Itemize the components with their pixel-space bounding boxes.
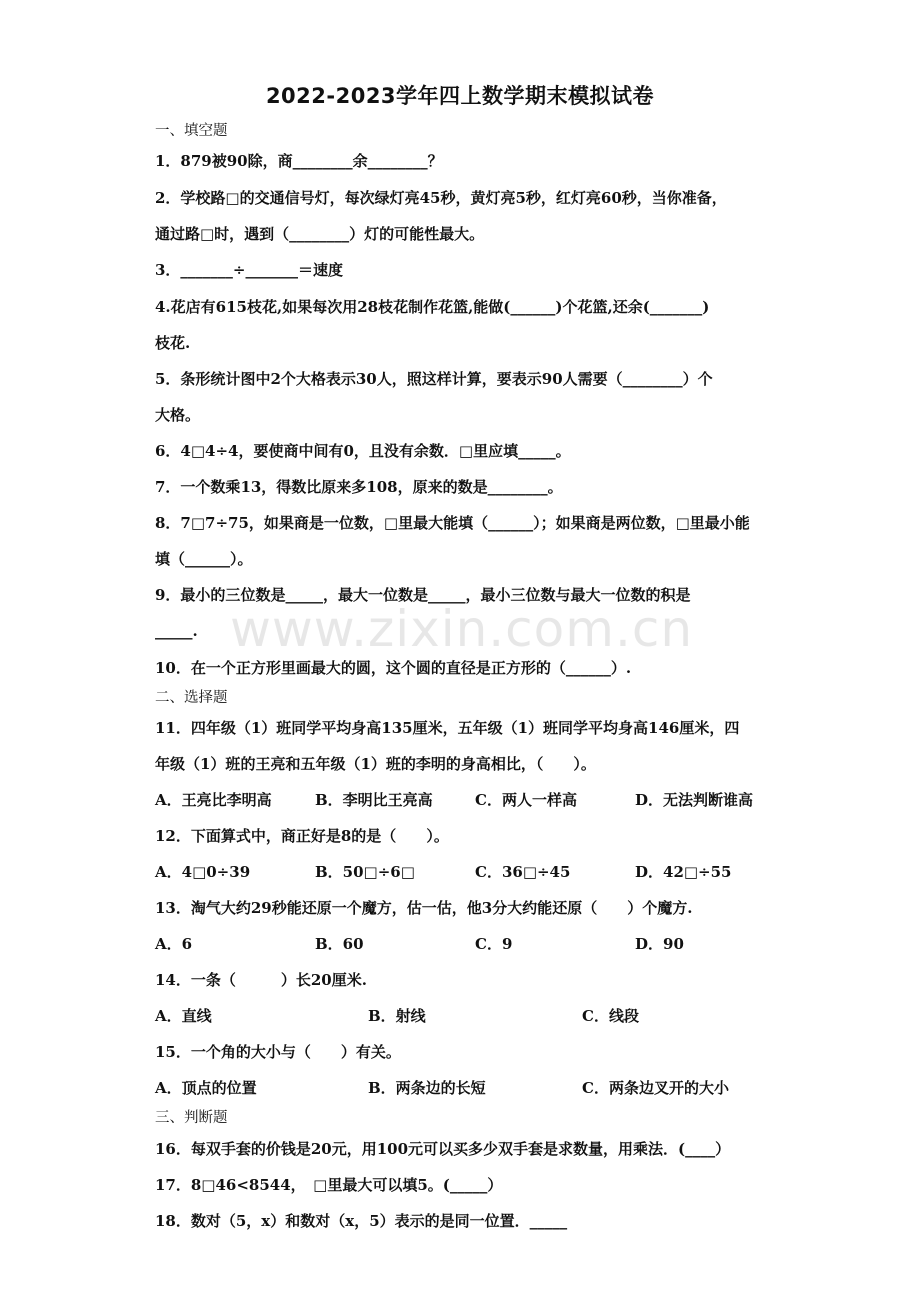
option-a: A．王亮比李明高 (155, 791, 272, 809)
option-c: C．两人一样高 (475, 791, 577, 809)
question-8-line-2: 填（______）。 (155, 550, 253, 568)
question-14: 14．一条（ ）长20厘米. (155, 971, 367, 989)
option-a: A．直线 (155, 1007, 212, 1025)
option-a: A．6 (155, 935, 193, 953)
question-11-line-1: 11．四年级（1）班同学平均身高135厘米，五年级（1）班同学平均身高146厘米，四 (155, 719, 740, 737)
option-c: C．两条边叉开的大小 (582, 1079, 729, 1097)
question-4-line-2: 枝花. (155, 334, 191, 352)
option-c: C．9 (475, 935, 513, 953)
question-11-line-2: 年级（1）班的王亮和五年级（1）班的李明的身高相比，（ ）。 (155, 755, 596, 773)
question-3: 3．_______÷_______＝速度 (155, 261, 344, 279)
question-18: 18．数对（5，x）和数对（x，5）表示的是同一位置．_____ (155, 1212, 568, 1230)
option-d: D．90 (635, 935, 684, 953)
question-12: 12．下面算式中，商正好是8的是（ ）。 (155, 827, 449, 845)
option-d: D．无法判断谁高 (635, 791, 754, 809)
question-8-line-1: 8．7□7÷75，如果商是一位数，□里最大能填（______）；如果商是两位数，□里最小能 (155, 514, 750, 532)
question-5-line-1: 5．条形统计图中2个大格表示30人，照这样计算，要表示90人需要（________）个 (155, 370, 713, 388)
option-c: C．线段 (582, 1007, 639, 1025)
question-6: 6．4□4÷4，要使商中间有0，且没有余数．□里应填_____。 (155, 442, 571, 460)
section-heading-choice: 二、选择题 (155, 690, 228, 706)
option-b: B．射线 (368, 1007, 426, 1025)
section-heading-fill: 一、填空题 (155, 123, 228, 139)
section-heading-judge: 三、判断题 (155, 1110, 228, 1126)
question-7: 7．一个数乘13，得数比原来多108，原来的数是________。 (155, 478, 563, 496)
question-1: 1．879被90除，商________余________？ (155, 152, 443, 170)
option-b: B．50□÷6□ (315, 863, 415, 881)
option-b: B．60 (315, 935, 364, 953)
question-9-line-2: _____. (155, 622, 198, 640)
question-16: 16．每双手套的价钱是20元，用100元可以买多少双手套是求数量，用乘法．(____） (155, 1140, 731, 1158)
question-5-line-2: 大格。 (155, 406, 201, 424)
question-10: 10．在一个正方形里画最大的圆，这个圆的直径是正方形的（______）. (155, 659, 632, 677)
option-a: A．4□0÷39 (155, 863, 251, 881)
option-c: C．36□÷45 (475, 863, 571, 881)
question-15: 15．一个角的大小与（ ）有关。 (155, 1043, 401, 1061)
question-4-line-1: 4.花店有615枝花,如果每次用28枝花制作花篮,能做(______)个花篮,还余(_______) (155, 298, 710, 316)
question-17: 17．8□46<8544， □里最大可以填5。(_____） (155, 1176, 503, 1194)
question-13: 13．淘气大约29秒能还原一个魔方，估一估，他3分大约能还原（ ）个魔方. (155, 899, 693, 917)
watermark: www.zixin.com.cn (230, 600, 694, 658)
question-2-line-1: 2．学校路□的交通信号灯，每次绿灯亮45秒，黄灯亮5秒，红灯亮60秒，当你准备， (155, 189, 727, 207)
option-b: B．李明比王亮高 (315, 791, 433, 809)
option-d: D．42□÷55 (635, 863, 732, 881)
option-a: A．顶点的位置 (155, 1079, 257, 1097)
question-2-line-2: 通过路□时，遇到（________）灯的可能性最大。 (155, 225, 485, 243)
option-b: B．两条边的长短 (368, 1079, 486, 1097)
page-title: 2022-2023学年四上数学期末模拟试卷 (265, 84, 655, 108)
question-9-line-1: 9．最小的三位数是_____，最大一位数是_____，最小三位数与最大一位数的积是 (155, 586, 691, 604)
